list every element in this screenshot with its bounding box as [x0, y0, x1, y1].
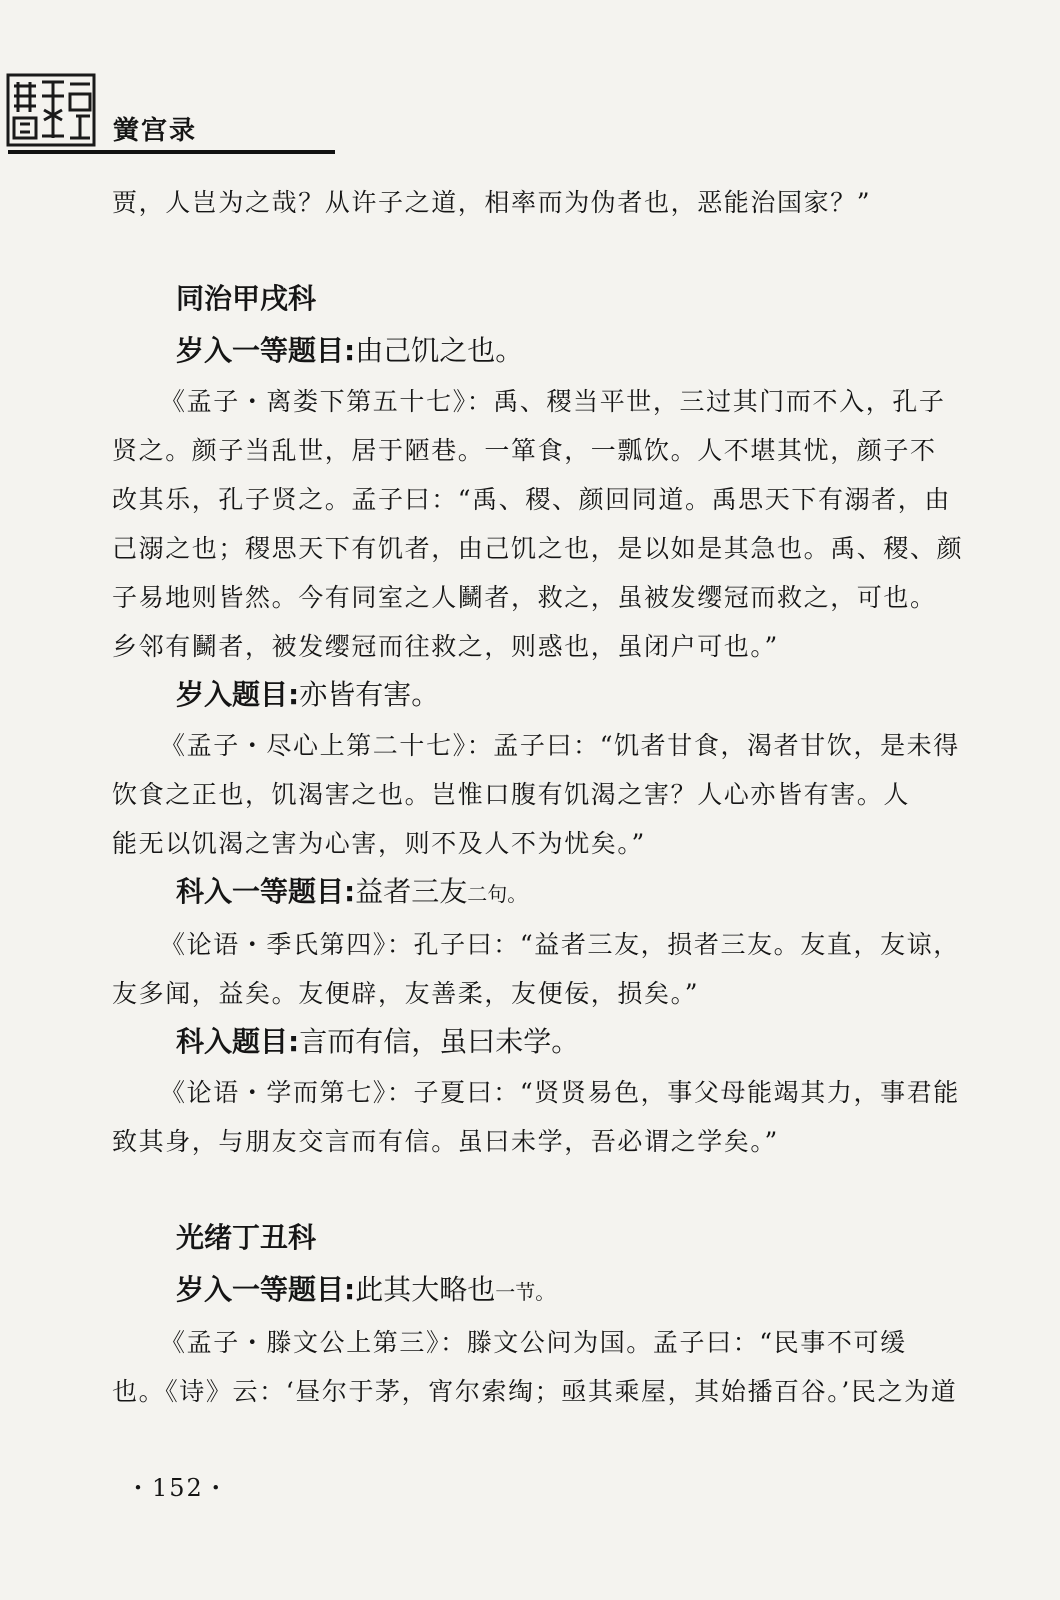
- question-heading: [112, 331, 944, 371]
- page-number: ・152・: [126, 1474, 230, 1502]
- header-rule: [8, 150, 335, 154]
- page-body: [112, 178, 964, 1416]
- source-passage: [112, 721, 960, 868]
- section-title: 同治甲戌科: [176, 282, 317, 315]
- question-heading: [112, 872, 944, 914]
- passage-line: 《孟子・离娄下第五十七》：禹、稷当平世，三过其门而不入，孔子: [160, 387, 946, 416]
- source-passage: [112, 377, 964, 671]
- passage-line: 《论语・学而第七》：子夏曰：“贤贤易色，事父母能竭其力，事君能: [160, 1078, 960, 1107]
- passage-line: 己溺之也；稷思天下有饥者，由己饥之也，是以如是其急也。禹、稷、颜: [112, 534, 964, 563]
- question-heading: [112, 675, 944, 715]
- passage-line: 饮食之正也，饥渴害之也。岂惟口腹有饥渴之害？人心亦皆有害。人: [112, 780, 911, 809]
- continued-paragraph: 贾，人岂为之哉？从许子之道，相率而为伪者也，恶能治国家？”: [112, 188, 872, 217]
- question-label: 科入一等题目:: [176, 875, 356, 908]
- question-text: 由己饥之也。: [355, 334, 524, 367]
- passage-line: 能无以饥渴之害为心害，则不及人不为忧矣。”: [112, 829, 646, 858]
- source-passage: [112, 1318, 958, 1416]
- question-note: 二句。: [467, 882, 528, 906]
- passage-line: 贤之。颜子当乱世，居于陋巷。一箪食，一瓢饮。人不堪其忧，颜子不: [112, 436, 937, 465]
- running-head: 黉宫录: [113, 116, 198, 146]
- question-label: 岁入题目:: [176, 678, 300, 711]
- section-title: 光绪丁丑科: [176, 1221, 317, 1254]
- question-label: 科入题目:: [176, 1025, 300, 1058]
- question-note: 一节。: [495, 1280, 556, 1304]
- question-heading: [112, 1022, 944, 1062]
- passage-line: 子易地则皆然。今有同室之人鬭者，救之，虽被发缨冠而救之，可也。: [112, 583, 937, 612]
- question-label: 岁入一等题目:: [176, 1273, 356, 1306]
- passage-line: 《孟子・尽心上第二十七》：孟子曰：“饥者甘食，渴者甘饮，是未得: [160, 731, 960, 760]
- passage-line: 致其身，与朋友交言而有信。虽曰未学，吾必谓之学矣。”: [112, 1127, 779, 1156]
- passage-line: 改其乐，孔子贤之。孟子曰：“禹、稷、颜回同道。禹思天下有溺者，由: [112, 485, 951, 514]
- passage-line: 《孟子・滕文公上第三》：滕文公问为国。孟子曰：“民事不可缓: [160, 1328, 907, 1357]
- source-passage: [112, 1068, 960, 1166]
- source-passage: [112, 920, 960, 1018]
- passage-line: 《论语・季氏第四》：孔子曰：“益者三友，损者三友。友直，友谅，: [160, 930, 960, 959]
- seal-logo: [6, 72, 98, 148]
- question-label: 岁入一等题目:: [176, 334, 356, 367]
- question-text: 言而有信，虽曰未学。: [299, 1025, 580, 1058]
- question-text: 益者三友: [355, 875, 468, 908]
- section-guangxu: [112, 1218, 958, 1416]
- question-text: 此其大略也: [355, 1273, 496, 1306]
- question-text: 亦皆有害。: [299, 678, 440, 711]
- section-tongzhi: [112, 279, 964, 1166]
- question-heading: [112, 1270, 944, 1312]
- passage-line: 也。《诗》云：‘昼尔于茅，宵尔索绹；亟其乘屋，其始播百谷。’民之为道: [112, 1377, 958, 1406]
- passage-line: 乡邻有鬭者，被发缨冠而往救之，则惑也，虽闭户可也。”: [112, 632, 779, 661]
- passage-line: 友多闻，益矣。友便辟，友善柔，友便佞，损矣。”: [112, 979, 700, 1008]
